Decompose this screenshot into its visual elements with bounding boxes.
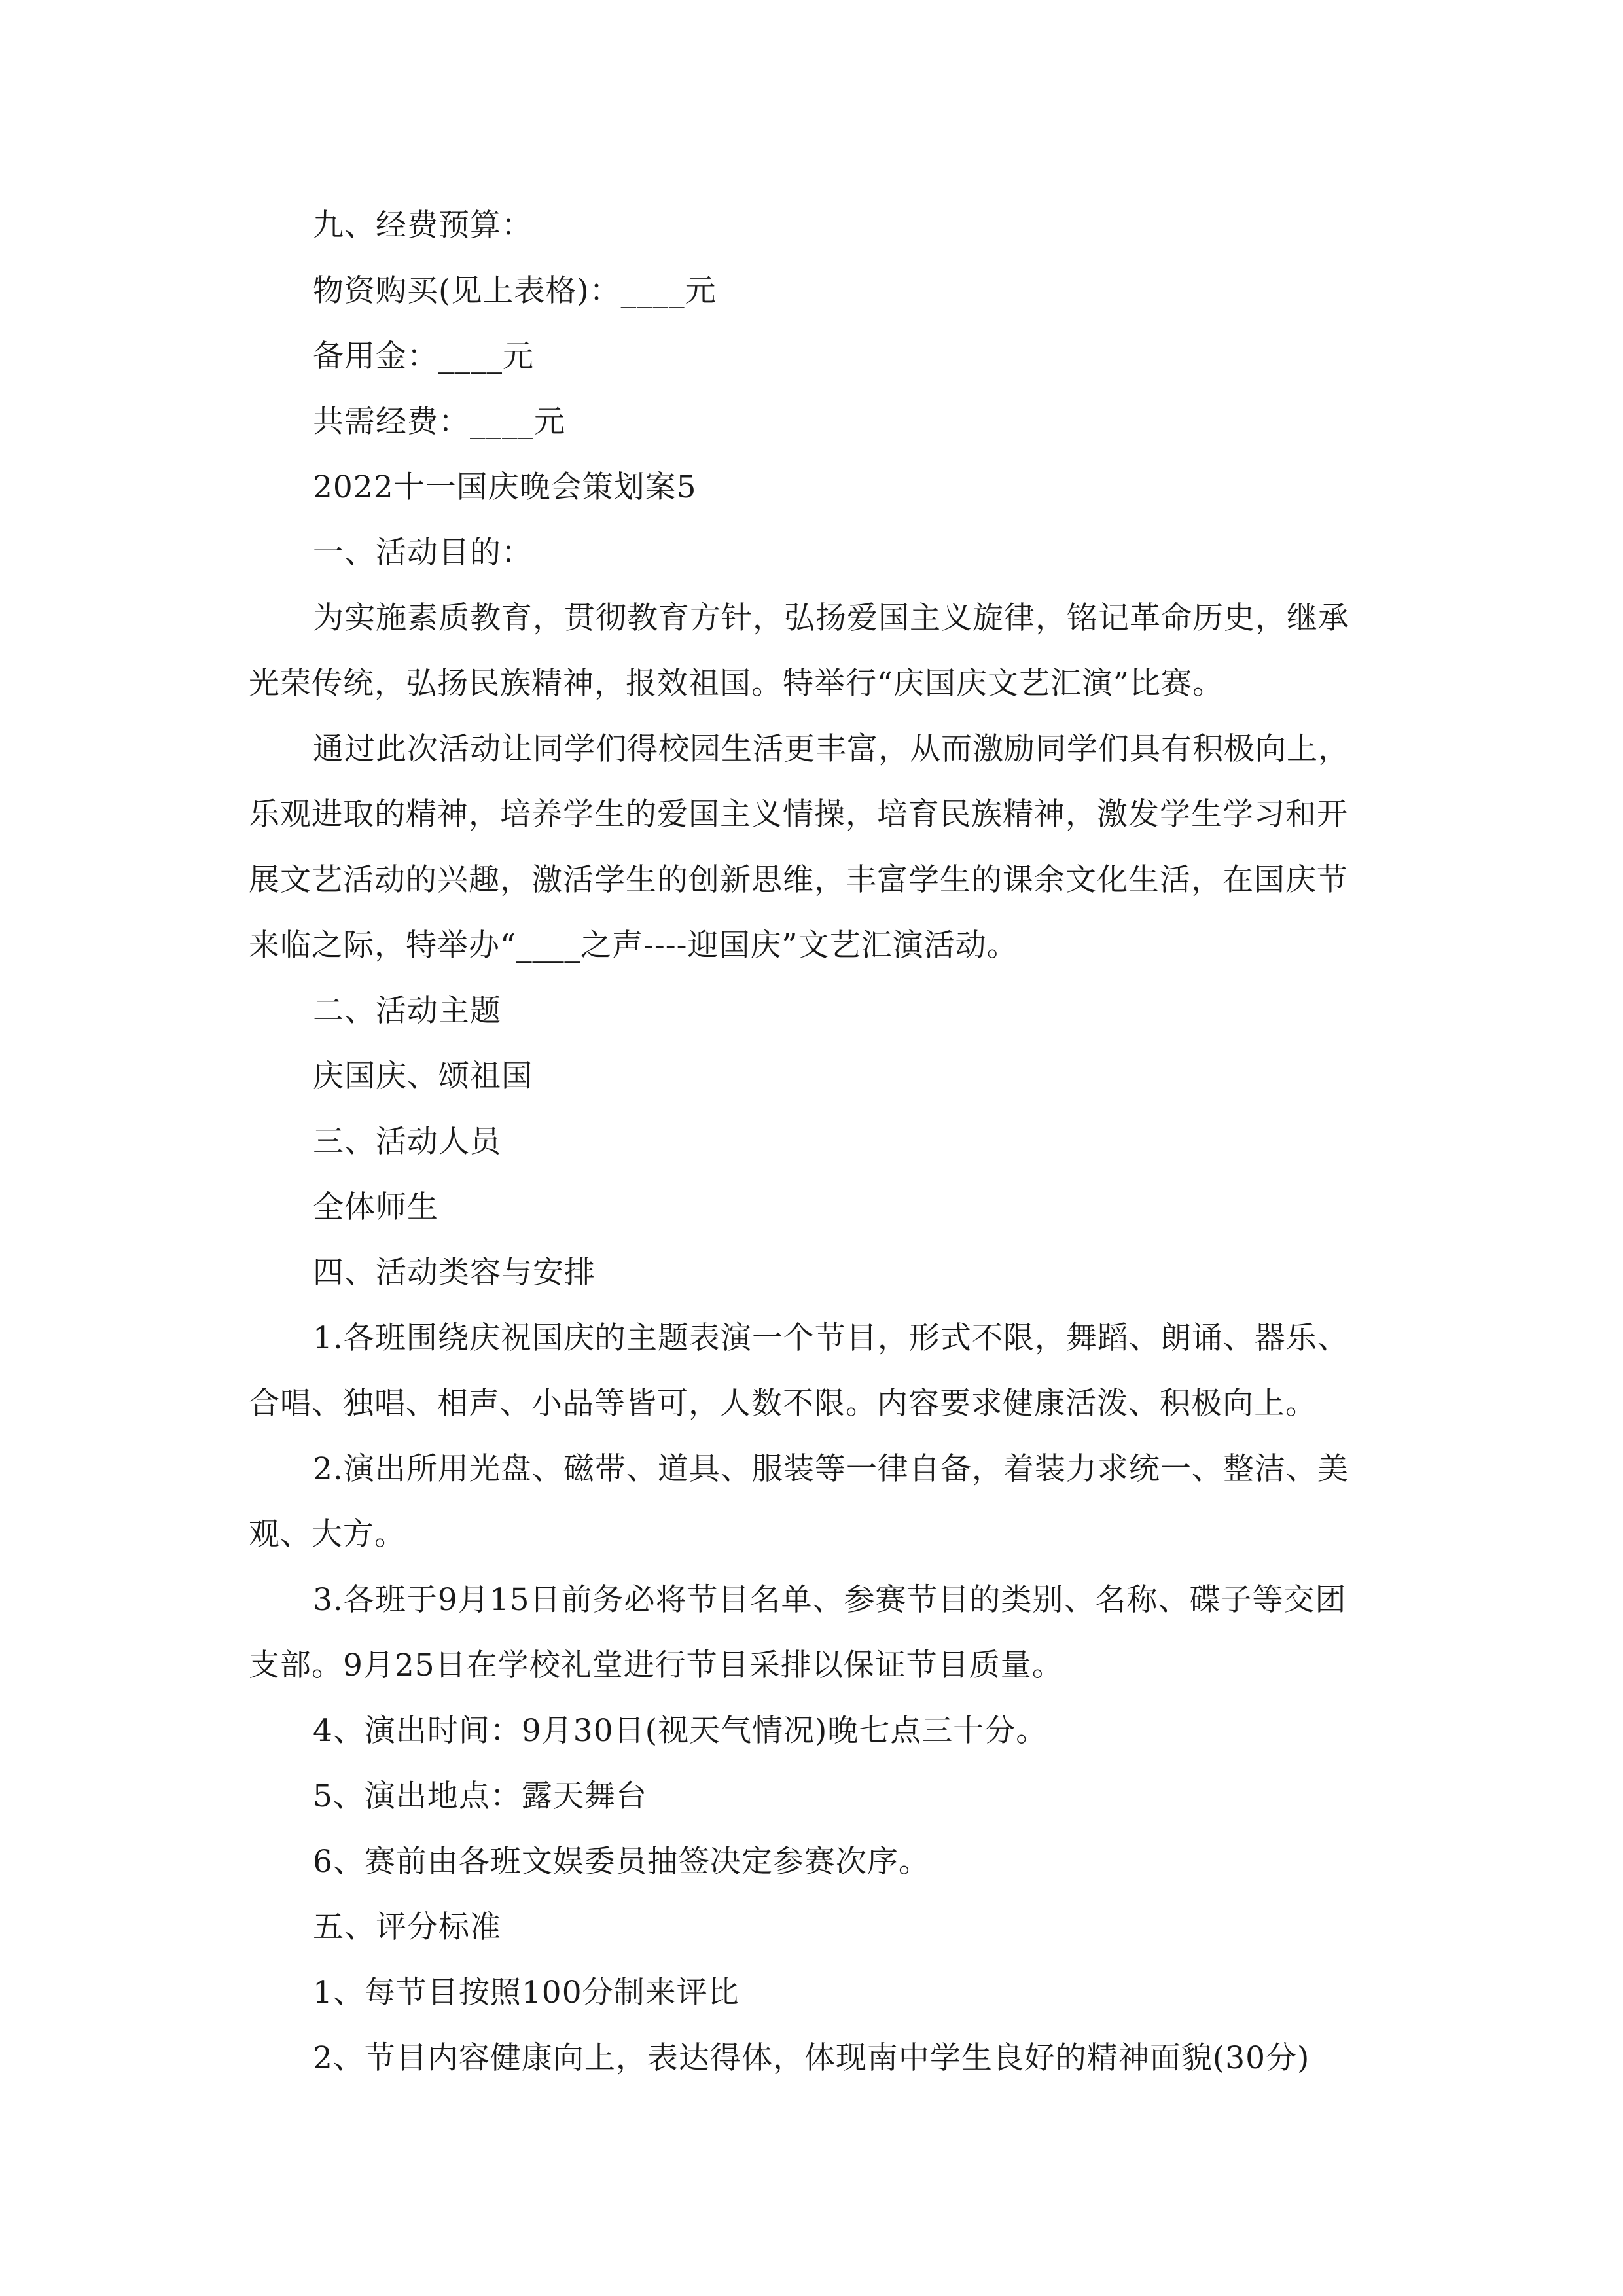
list-item-arrangement-1: 1.各班围绕庆祝国庆的主题表演一个节目，形式不限，舞蹈、朗诵、器乐、合唱、独唱、相声、小品等皆可，人数不限。内容要求健康活泼、积极向上。: [249, 1320, 1349, 1422]
paragraph-purpose-2: 通过此次活动让同学们得校园生活更丰富，从而激励同学们具有积极向上，乐观进取的精神，培养学生的爱国主义情操，培育民族精神，激发学生学习和开展文艺活动的兴趣，激活学生的创新思维，丰富学生的课余文化生活，在国庆节来临之际，特举办“____之声----迎国庆”文艺汇演活动。: [249, 731, 1349, 963]
paragraph-materials-cost: 物资购买(见上表格)：____元: [313, 273, 717, 309]
section-heading-scoring: 五、评分标准: [313, 1909, 501, 1945]
section-heading-purpose: 一、活动目的：: [313, 535, 533, 571]
plan-title: 2022十一国庆晚会策划案5: [313, 469, 697, 505]
section-heading-budget: 九、经费预算：: [313, 207, 533, 243]
section-heading-participants: 三、活动人员: [313, 1124, 501, 1160]
section-heading-theme: 二、活动主题: [313, 993, 501, 1029]
paragraph-participants: 全体师生: [313, 1189, 438, 1225]
list-item-scoring-2: 2、节目内容健康向上，表达得体，体现南中学生良好的精神面貌(30分): [313, 2040, 1310, 2076]
list-item-arrangement-5: 5、演出地点：露天舞台: [313, 1778, 647, 1814]
list-item-arrangement-4: 4、演出时间：9月30日(视天气情况)晚七点三十分。: [313, 1713, 1048, 1749]
section-heading-arrangement: 四、活动类容与安排: [313, 1255, 596, 1291]
list-item-arrangement-2: 2.演出所用光盘、磁带、道具、服装等一律自备，着装力求统一、整洁、美观、大方。: [249, 1451, 1349, 1552]
paragraph-purpose-1: 为实施素质教育，贯彻教育方针，弘扬爱国主义旋律，铭记革命历史，继承光荣传统，弘扬民族精神，报效祖国。特举行“庆国庆文艺汇演”比赛。: [249, 600, 1349, 702]
paragraph-theme: 庆国庆、颂祖国: [313, 1058, 533, 1094]
list-item-scoring-1: 1、每节目按照100分制来评比: [313, 1975, 740, 2011]
document-body: [249, 0, 1374, 2091]
paragraph-total-cost: 共需经费：____元: [313, 404, 565, 440]
list-item-arrangement-3: 3.各班于9月15日前务必将节目名单、参赛节目的类别、名称、碟子等交团支部。9月25日在学校礼堂进行节目采排以保证节目质量。: [249, 1582, 1347, 1683]
list-item-arrangement-6: 6、赛前由各班文娱委员抽签决定参赛次序。: [313, 1844, 930, 1880]
paragraph-reserve-fund: 备用金：____元: [313, 338, 534, 374]
